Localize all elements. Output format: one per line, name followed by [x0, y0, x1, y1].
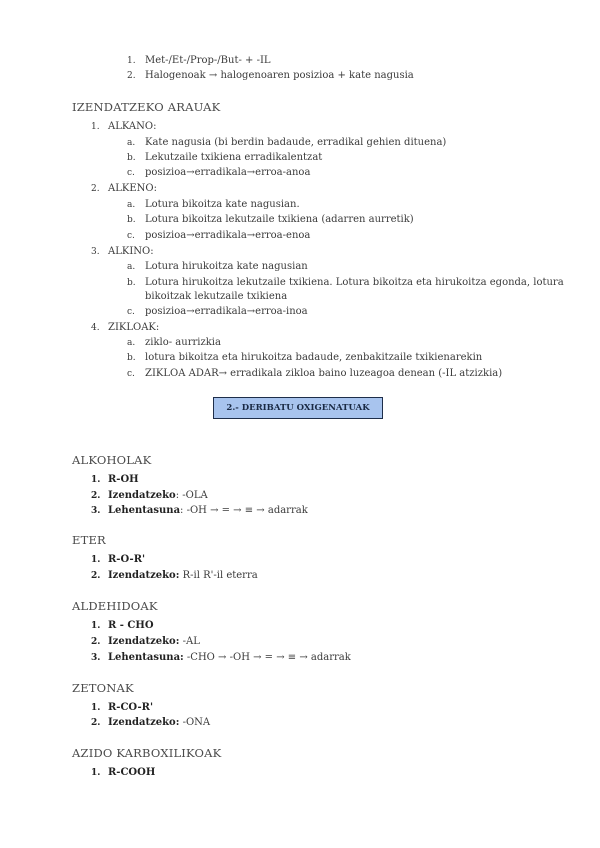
formula: R-COOH: [108, 767, 156, 778]
list-number: 3.: [91, 653, 101, 663]
item-label: Izendatzeko: [108, 490, 176, 501]
sub-number: b.: [127, 215, 136, 225]
rule-label-alkano: ALKANO:: [108, 121, 157, 132]
list-item: [108, 716, 210, 730]
item-label: Izendatzeko:: [108, 717, 180, 728]
list-item: [108, 553, 145, 567]
list-number: 1.: [91, 555, 101, 565]
rule-label-zikloak: ZIKLOAK:: [108, 322, 160, 333]
list-item: [108, 635, 200, 649]
item-label: Izendatzeko:: [108, 636, 180, 647]
sub-item: Lotura bikoitza kate nagusian.: [145, 199, 300, 210]
sub-item: ziklo- aurrizkia: [145, 337, 221, 348]
list-item: Met-/Et-/Prop-/But- + -IL: [145, 55, 271, 66]
list-number: 3.: [91, 506, 101, 516]
sub-number: c.: [127, 168, 135, 178]
sub-item-continuation: bikoitzak lekutzaile txikiena: [145, 291, 288, 302]
list-item: [108, 489, 208, 503]
list-number: 1.: [127, 56, 136, 66]
item-text: R-il R'-il eterra: [179, 570, 258, 581]
list-number: 2.: [127, 71, 136, 81]
list-number: 1.: [91, 768, 101, 778]
item-text: -AL: [179, 636, 200, 647]
section-heading-rules: IZENDATZEKO ARAUAK: [72, 100, 221, 114]
sub-number: b.: [127, 353, 136, 363]
sub-item: Lotura hirukoitza lekutzaile txikiena. Lotura bikoitza eta hirukoitza egonda, lotura: [145, 277, 564, 288]
rule-label-alkino: ALKINO:: [108, 246, 154, 257]
sub-number: c.: [127, 307, 135, 317]
section-heading-azido-karboxilikoak: AZIDO KARBOXILIKOAK: [72, 746, 222, 760]
list-number: 2.: [91, 637, 101, 647]
sub-item: posizioa→erradikala→erroa-anoa: [145, 167, 311, 178]
list-number: 3.: [91, 247, 100, 257]
item-label: Lehentasuna:: [108, 652, 184, 663]
list-number: 4.: [91, 323, 100, 333]
sub-number: c.: [127, 231, 135, 241]
section-heading-eter: ETER: [72, 533, 106, 547]
sub-number: a.: [127, 262, 136, 272]
list-item: [108, 766, 155, 780]
section-banner: 2.- DERIBATU OXIGENATUAK: [213, 397, 383, 419]
item-label: Izendatzeko:: [108, 570, 180, 581]
formula: R-O-R': [108, 554, 146, 565]
sub-number: c.: [127, 369, 135, 379]
list-number: 1.: [91, 703, 101, 713]
list-number: 2.: [91, 571, 101, 581]
list-item: Halogenoak → halogenoaren posizioa + kate nagusia: [145, 70, 414, 81]
formula: R-OH: [108, 474, 139, 485]
sub-item: Lotura hirukoitza kate nagusian: [145, 261, 308, 272]
formula: R-CO-R': [108, 702, 154, 713]
sub-number: a.: [127, 138, 136, 148]
sub-number: a.: [127, 200, 136, 210]
list-item: [108, 504, 308, 518]
list-number: 1.: [91, 621, 101, 631]
rule-label-alkeno: ALKENO:: [108, 183, 157, 194]
sub-number: b.: [127, 278, 136, 288]
list-item: [108, 569, 258, 583]
sub-item: Lotura bikoitza lekutzaile txikiena (adarren aurretik): [145, 214, 414, 225]
list-number: 1.: [91, 475, 101, 485]
item-text: : -OLA: [175, 490, 208, 501]
list-item: [108, 473, 139, 487]
list-number: 2.: [91, 491, 101, 501]
formula: R - CHO: [108, 620, 154, 631]
sub-item: posizioa→erradikala→erroa-inoa: [145, 306, 308, 317]
sub-number: b.: [127, 153, 136, 163]
list-item: [108, 701, 153, 715]
item-label: Lehentasuna: [108, 505, 181, 516]
sub-item: ZIKLOA ADAR→ erradikala zikloa baino luzeagoa denean (-IL atzizkia): [145, 368, 503, 379]
list-item: [108, 619, 154, 633]
sub-number: a.: [127, 338, 136, 348]
list-number: 2.: [91, 184, 100, 194]
sub-item: posizioa→erradikala→erroa-enoa: [145, 230, 311, 241]
item-text: -CHO → -OH → = → ≡ → adarrak: [183, 652, 351, 663]
list-item: [108, 651, 351, 665]
section-heading-aldehidoak: ALDEHIDOAK: [72, 599, 158, 613]
list-number: 2.: [91, 718, 101, 728]
sub-item: lotura bikoitza eta hirukoitza badaude, zenbakitzaile txikienarekin: [145, 352, 483, 363]
item-text: : -OH → = → ≡ → adarrak: [180, 505, 308, 516]
sub-item: Lekutzaile txikiena erradikalentzat: [145, 152, 323, 163]
list-number: 1.: [91, 122, 100, 132]
item-text: -ONA: [179, 717, 211, 728]
section-heading-alkoholak: ALKOHOLAK: [72, 453, 152, 467]
section-heading-zetonak: ZETONAK: [72, 681, 134, 695]
sub-item: Kate nagusia (bi berdin badaude, erradikal gehien dituena): [145, 137, 447, 148]
